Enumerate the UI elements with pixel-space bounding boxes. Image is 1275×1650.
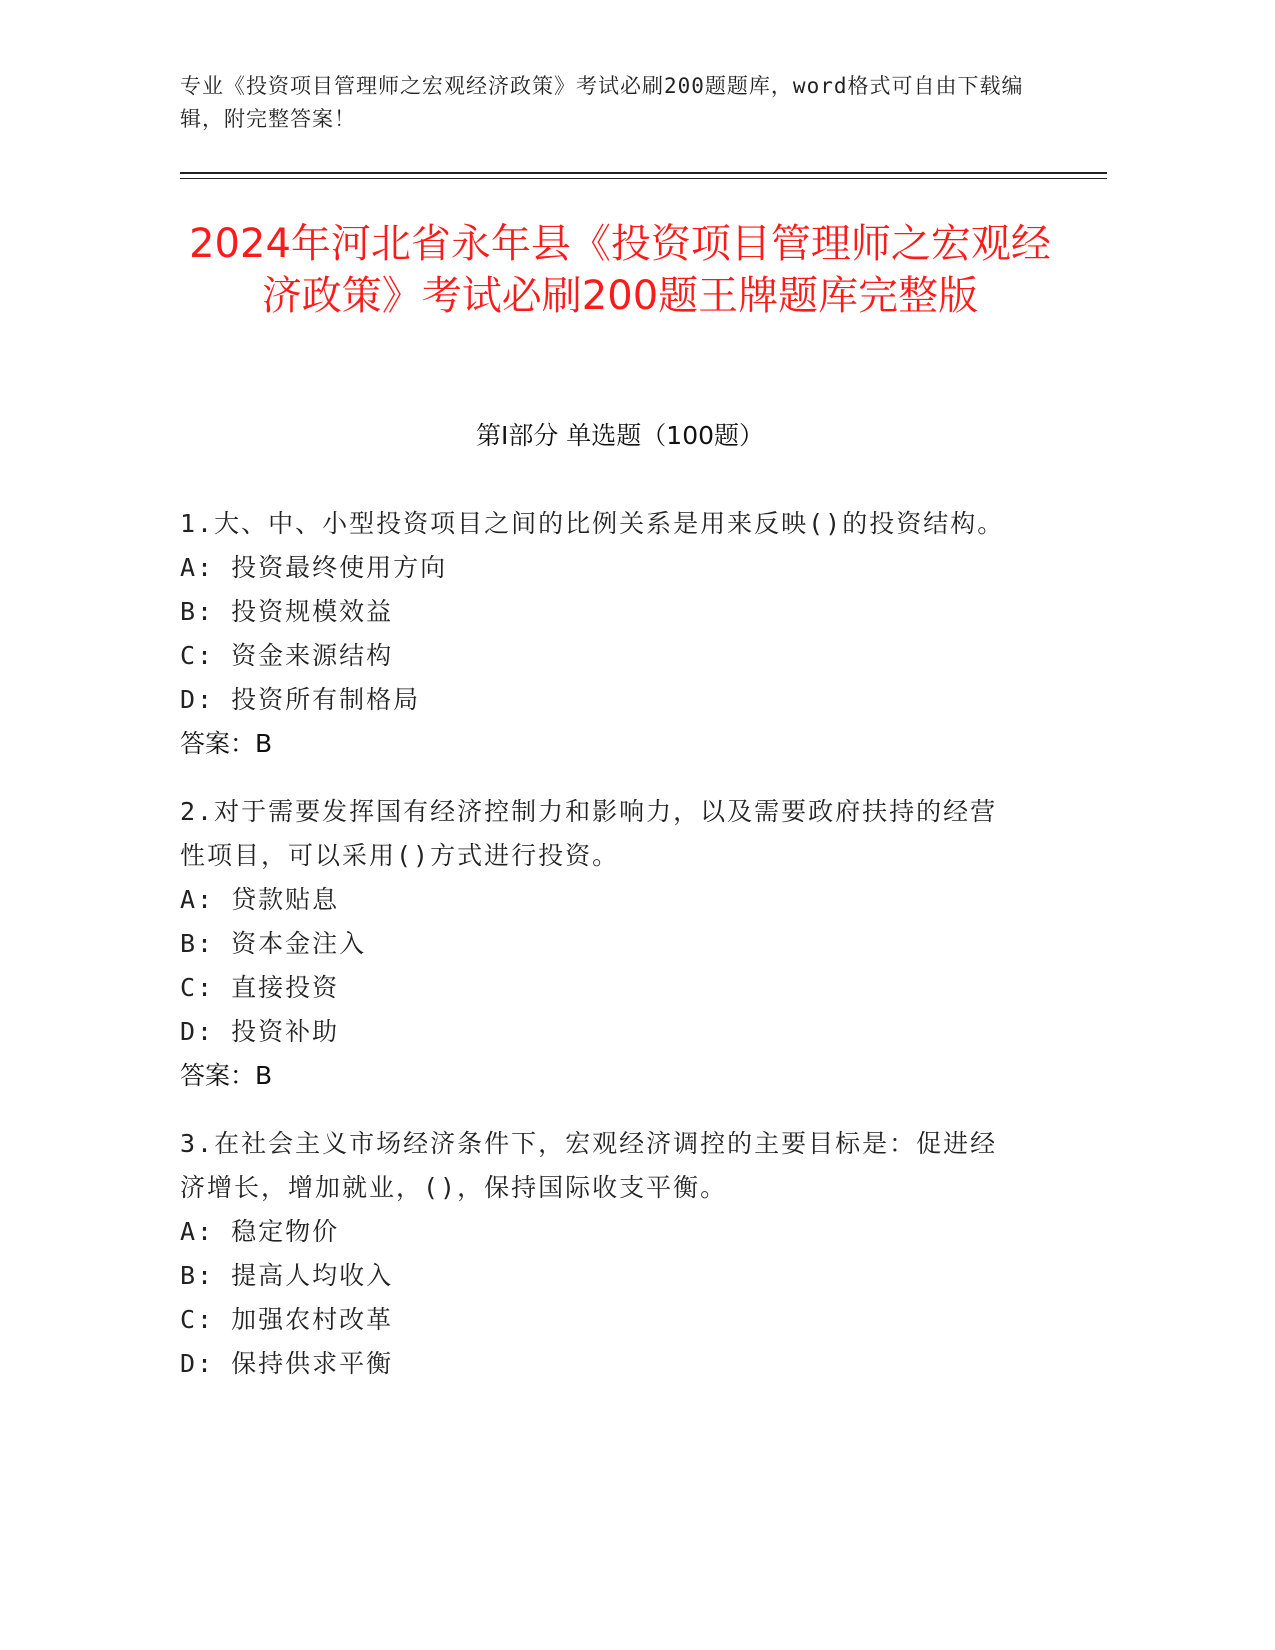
- option-c: C: 加强农村改革: [180, 1305, 394, 1334]
- option-d: D: 保持供求平衡: [180, 1349, 394, 1378]
- question-stem: 1.大、中、小型投资项目之间的比例关系是用来反映()的投资结构。: [180, 509, 1005, 538]
- option-b: B: 投资规模效益: [180, 597, 394, 626]
- header-divider-thin: [180, 178, 1107, 179]
- question-stem: 2.对于需要发挥国有经济控制力和影响力，以及需要政府扶持的经营性项目，可以采用()方式进行投资。: [180, 797, 998, 870]
- section-heading: 第I部分 单选题（100题）: [475, 421, 765, 450]
- option-a: A: 投资最终使用方向: [180, 553, 448, 582]
- option-b: B: 提高人均收入: [180, 1261, 394, 1290]
- answer-line: 答案：B: [180, 729, 273, 758]
- option-d: D: 投资所有制格局: [180, 685, 421, 714]
- question-1: [180, 502, 1020, 766]
- document-title: 2024年河北省永年县《投资项目管理师之宏观经济政策》考试必刷200题王牌题库完整版: [189, 221, 1051, 319]
- option-c: C: 资金来源结构: [180, 641, 394, 670]
- header-divider-thick: [180, 172, 1107, 174]
- option-a: A: 贷款贴息: [180, 885, 340, 914]
- answer-line: 答案：B: [180, 1061, 273, 1090]
- question-3: [180, 1122, 1020, 1386]
- question-stem: 3.在社会主义市场经济条件下，宏观经济调控的主要目标是：促进经济增长，增加就业，()，保持国际收支平衡。: [180, 1129, 998, 1202]
- option-b: B: 资本金注入: [180, 929, 367, 958]
- option-c: C: 直接投资: [180, 973, 340, 1002]
- option-a: A: 稳定物价: [180, 1217, 340, 1246]
- option-d: D: 投资补助: [180, 1017, 340, 1046]
- question-list: [180, 502, 1020, 1410]
- question-2: [180, 790, 1020, 1098]
- document-header-note: 专业《投资项目管理师之宏观经济政策》考试必刷200题题库，word格式可自由下载编辑，附完整答案！: [180, 74, 1024, 131]
